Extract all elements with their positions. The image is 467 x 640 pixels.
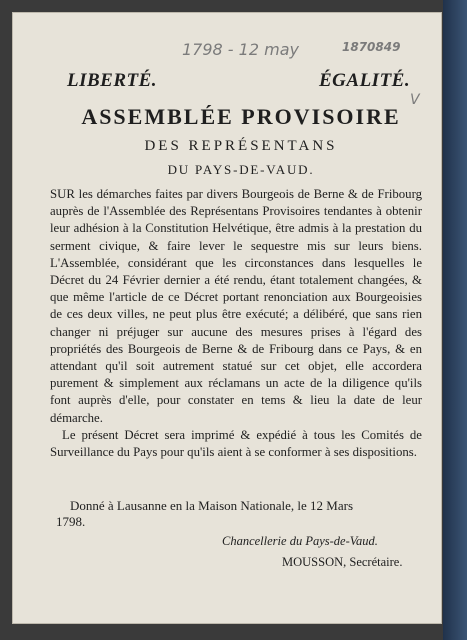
decree-year: 1798. [56, 514, 86, 529]
given-at-line: Donné à Lausanne en la Maison Nationale, le 12 Mars [70, 498, 354, 513]
decree-paragraph-1: SUR les démarches faites par divers Bourgeois de Berne & de Fribourg auprès de l'Assemblée des Représentans Provisoires tendantes à obtenir leur adhésion à la Constitution Helvétique, être admis à la prestation du serment civique, & faire lever le sequestre mis sur leurs biens. L'Assemblée, considérant que les circonstances dans lesquelles le Décret du 24 Février dernier a été rendu, étant totalement changées, & que même l'article de ce Décret portant renonciation aux Bourgeoisies de ces deux villes, ne peut plus être exécuté; a délibéré, que sans rien changer ni préjuger sur aucune des mesures prises à l'égard des propriétés des Bourgeois de Berne & de Fribourg dans ce Pays, & en attendant qu'il soit autrement statué sur cet objet, elle accordera purement & simplement aux réclamans un acte de la diligence qu'ils font auprès d'elle, pour constater en tems & lieu la date de leur démarche. [50, 187, 422, 425]
document-subtitle-2: DU PAYS-DE-VAUD. [167, 162, 315, 177]
secretary-signature: MOUSSON, Secrétaire. [282, 555, 403, 569]
document-title: ASSEMBLÉE PROVISOIRE [81, 104, 401, 129]
binding-tab [443, 0, 467, 640]
egalite-heading: ÉGALITÉ. [319, 70, 411, 91]
document-subtitle: DES REPRÉSENTANS [144, 138, 338, 154]
handwritten-date: 1798 - 12 may [182, 40, 299, 59]
document-sheet [12, 12, 442, 624]
chancellerie-signature: Chancellerie du Pays-de-Vaud. [222, 534, 378, 548]
liberte-heading: LIBERTÉ. [67, 70, 158, 91]
catalog-number: 1870849 [342, 40, 401, 54]
margin-mark: V [410, 92, 420, 108]
decree-paragraph-2: Le présent Décret sera imprimé & expédié à tous les Comités de Surveillance du Pays pour qu'ils aient à se conformer à ses dispositions. [50, 427, 422, 460]
decree-body [50, 186, 422, 461]
